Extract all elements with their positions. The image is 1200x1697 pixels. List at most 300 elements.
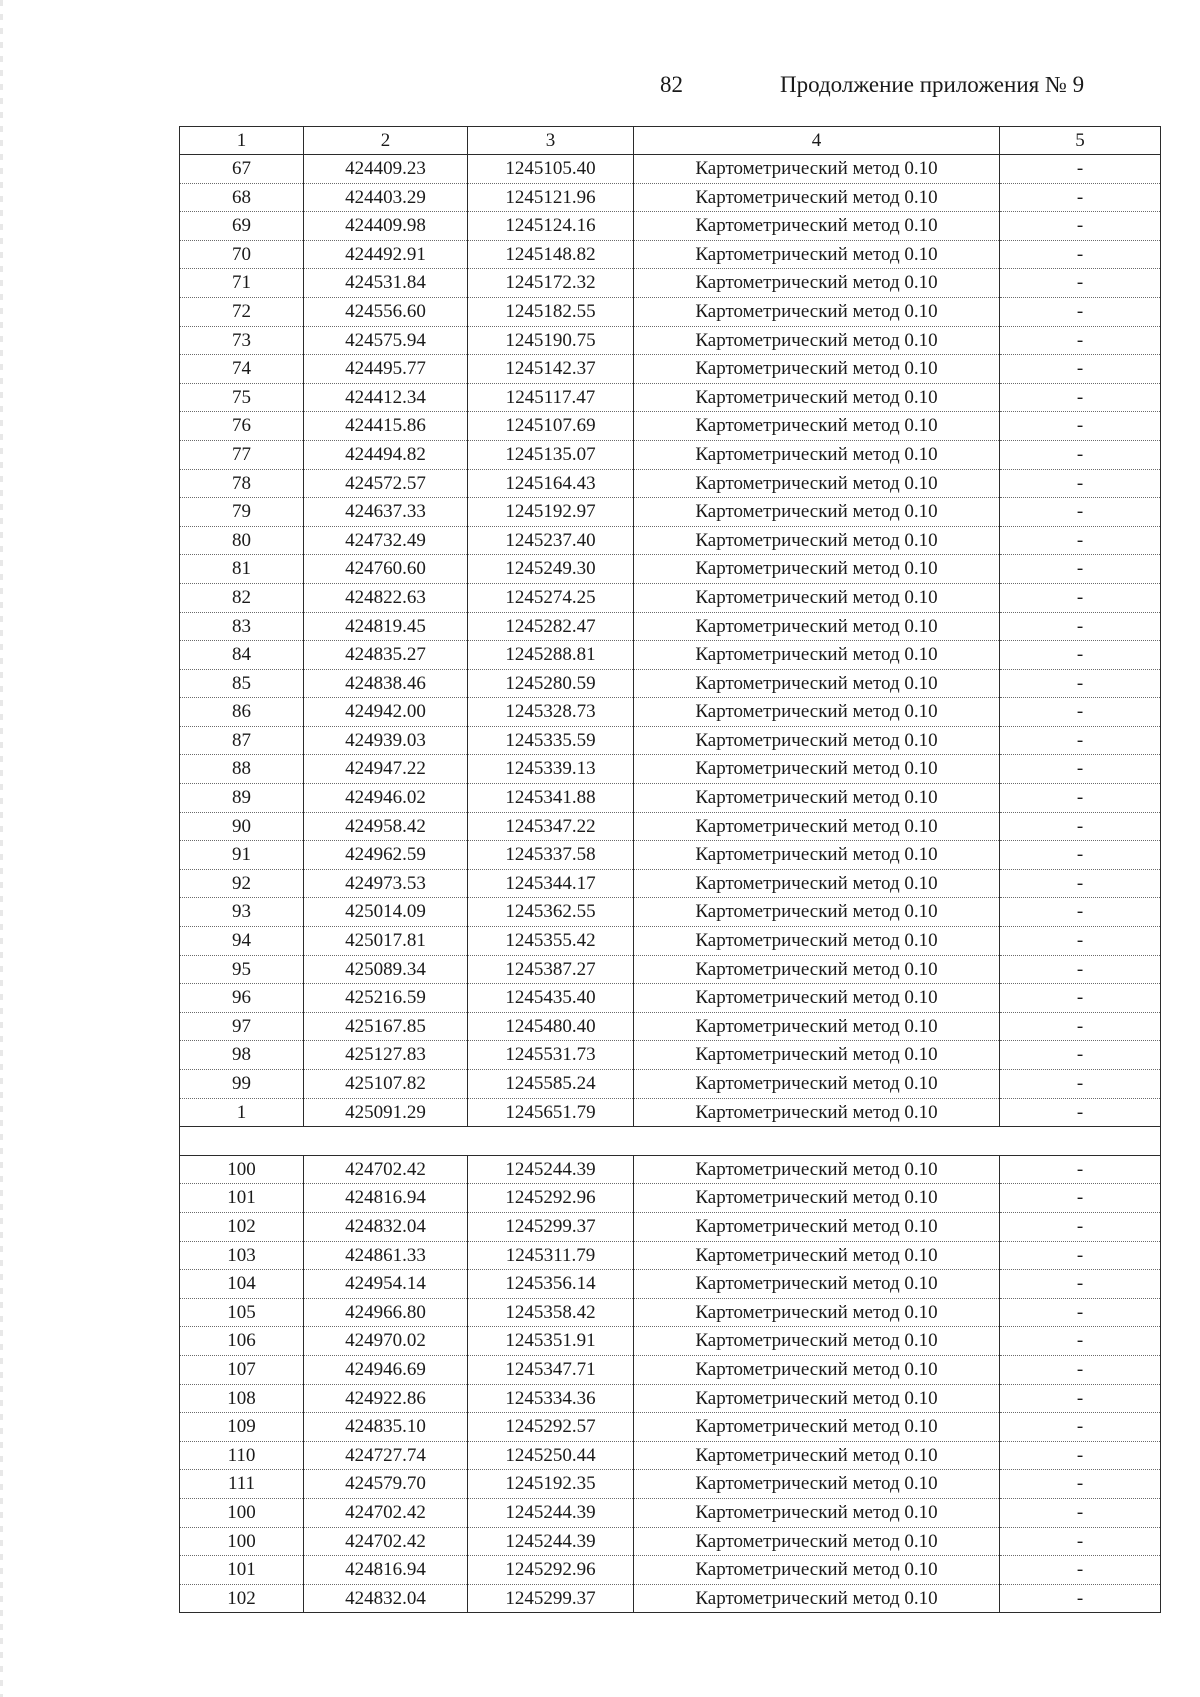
header-row xyxy=(180,127,1161,155)
x-coordinate-cell: 424962.59 xyxy=(304,841,468,870)
column-header-4: 4 xyxy=(634,127,1000,155)
y-coordinate-cell: 1245335.59 xyxy=(468,726,634,755)
note-cell: - xyxy=(1000,955,1161,984)
table-row xyxy=(180,183,1161,212)
table-row xyxy=(180,1584,1161,1613)
table-separator xyxy=(180,1127,1161,1156)
note-cell: - xyxy=(1000,1527,1161,1556)
y-coordinate-cell: 1245334.36 xyxy=(468,1384,634,1413)
point-number-cell: 96 xyxy=(180,984,304,1013)
point-number-cell: 73 xyxy=(180,326,304,355)
point-number-cell: 88 xyxy=(180,755,304,784)
method-cell: Картометрический метод 0.10 xyxy=(634,212,1000,241)
x-coordinate-cell: 424942.00 xyxy=(304,698,468,727)
x-coordinate-cell: 424922.86 xyxy=(304,1384,468,1413)
note-cell: - xyxy=(1000,1584,1161,1613)
note-cell: - xyxy=(1000,641,1161,670)
method-cell: Картометрический метод 0.10 xyxy=(634,984,1000,1013)
point-number-cell: 77 xyxy=(180,440,304,469)
method-cell: Картометрический метод 0.10 xyxy=(634,355,1000,384)
y-coordinate-cell: 1245148.82 xyxy=(468,240,634,269)
x-coordinate-cell: 425107.82 xyxy=(304,1070,468,1099)
note-cell: - xyxy=(1000,240,1161,269)
x-coordinate-cell: 424409.98 xyxy=(304,212,468,241)
table-row xyxy=(180,726,1161,755)
method-cell: Картометрический метод 0.10 xyxy=(634,927,1000,956)
method-cell: Картометрический метод 0.10 xyxy=(634,269,1000,298)
method-cell: Картометрический метод 0.10 xyxy=(634,698,1000,727)
method-cell: Картометрический метод 0.10 xyxy=(634,1355,1000,1384)
method-cell: Картометрический метод 0.10 xyxy=(634,469,1000,498)
table-row xyxy=(180,1098,1161,1127)
note-cell: - xyxy=(1000,841,1161,870)
x-coordinate-cell: 425216.59 xyxy=(304,984,468,1013)
method-cell: Картометрический метод 0.10 xyxy=(634,784,1000,813)
point-number-cell: 93 xyxy=(180,898,304,927)
column-header-1: 1 xyxy=(180,127,304,155)
x-coordinate-cell: 424556.60 xyxy=(304,297,468,326)
table-row xyxy=(180,1355,1161,1384)
method-cell: Картометрический метод 0.10 xyxy=(634,841,1000,870)
note-cell: - xyxy=(1000,812,1161,841)
separator-cell xyxy=(180,1127,1161,1156)
note-cell: - xyxy=(1000,612,1161,641)
table-body-block-2 xyxy=(180,1155,1161,1613)
note-cell: - xyxy=(1000,297,1161,326)
table-row xyxy=(180,555,1161,584)
point-number-cell: 105 xyxy=(180,1298,304,1327)
y-coordinate-cell: 1245172.32 xyxy=(468,269,634,298)
y-coordinate-cell: 1245299.37 xyxy=(468,1584,634,1613)
x-coordinate-cell: 424958.42 xyxy=(304,812,468,841)
table-row xyxy=(180,412,1161,441)
y-coordinate-cell: 1245107.69 xyxy=(468,412,634,441)
note-cell: - xyxy=(1000,1012,1161,1041)
x-coordinate-cell: 424835.10 xyxy=(304,1413,468,1442)
method-cell: Картометрический метод 0.10 xyxy=(634,1098,1000,1127)
x-coordinate-cell: 424816.94 xyxy=(304,1184,468,1213)
table-row xyxy=(180,841,1161,870)
x-coordinate-cell: 425014.09 xyxy=(304,898,468,927)
table-row xyxy=(180,869,1161,898)
y-coordinate-cell: 1245280.59 xyxy=(468,669,634,698)
point-number-cell: 100 xyxy=(180,1498,304,1527)
table-row xyxy=(180,1070,1161,1099)
method-cell: Картометрический метод 0.10 xyxy=(634,1556,1000,1585)
method-cell: Картометрический метод 0.10 xyxy=(634,240,1000,269)
page-number: 82 xyxy=(660,72,683,97)
method-cell: Картометрический метод 0.10 xyxy=(634,869,1000,898)
y-coordinate-cell: 1245480.40 xyxy=(468,1012,634,1041)
note-cell: - xyxy=(1000,698,1161,727)
y-coordinate-cell: 1245328.73 xyxy=(468,698,634,727)
method-cell: Картометрический метод 0.10 xyxy=(634,1327,1000,1356)
table-row xyxy=(180,1413,1161,1442)
table-row xyxy=(180,355,1161,384)
method-cell: Картометрический метод 0.10 xyxy=(634,440,1000,469)
method-cell: Картометрический метод 0.10 xyxy=(634,1298,1000,1327)
method-cell: Картометрический метод 0.10 xyxy=(634,1384,1000,1413)
note-cell: - xyxy=(1000,1041,1161,1070)
note-cell: - xyxy=(1000,898,1161,927)
note-cell: - xyxy=(1000,555,1161,584)
table-row xyxy=(180,1012,1161,1041)
point-number-cell: 67 xyxy=(180,155,304,184)
note-cell: - xyxy=(1000,1155,1161,1184)
point-number-cell: 87 xyxy=(180,726,304,755)
x-coordinate-cell: 424702.42 xyxy=(304,1527,468,1556)
method-cell: Картометрический метод 0.10 xyxy=(634,412,1000,441)
y-coordinate-cell: 1245192.35 xyxy=(468,1470,634,1499)
table-row xyxy=(180,984,1161,1013)
x-coordinate-cell: 424946.69 xyxy=(304,1355,468,1384)
x-coordinate-cell: 424939.03 xyxy=(304,726,468,755)
point-number-cell: 68 xyxy=(180,183,304,212)
note-cell: - xyxy=(1000,1355,1161,1384)
method-cell: Картометрический метод 0.10 xyxy=(634,555,1000,584)
note-cell: - xyxy=(1000,1384,1161,1413)
y-coordinate-cell: 1245341.88 xyxy=(468,784,634,813)
y-coordinate-cell: 1245121.96 xyxy=(468,183,634,212)
y-coordinate-cell: 1245244.39 xyxy=(468,1527,634,1556)
table-row xyxy=(180,269,1161,298)
y-coordinate-cell: 1245299.37 xyxy=(468,1212,634,1241)
x-coordinate-cell: 424492.91 xyxy=(304,240,468,269)
x-coordinate-cell: 424403.29 xyxy=(304,183,468,212)
note-cell: - xyxy=(1000,1184,1161,1213)
x-coordinate-cell: 425127.83 xyxy=(304,1041,468,1070)
point-number-cell: 104 xyxy=(180,1270,304,1299)
point-number-cell: 101 xyxy=(180,1556,304,1585)
note-cell: - xyxy=(1000,755,1161,784)
point-number-cell: 91 xyxy=(180,841,304,870)
table-row xyxy=(180,469,1161,498)
note-cell: - xyxy=(1000,469,1161,498)
note-cell: - xyxy=(1000,155,1161,184)
table-row xyxy=(180,240,1161,269)
note-cell: - xyxy=(1000,383,1161,412)
point-number-cell: 71 xyxy=(180,269,304,298)
method-cell: Картометрический метод 0.10 xyxy=(634,1212,1000,1241)
x-coordinate-cell: 424637.33 xyxy=(304,498,468,527)
x-coordinate-cell: 424572.57 xyxy=(304,469,468,498)
point-number-cell: 100 xyxy=(180,1155,304,1184)
x-coordinate-cell: 424966.80 xyxy=(304,1298,468,1327)
method-cell: Картометрический метод 0.10 xyxy=(634,1270,1000,1299)
table-row xyxy=(180,898,1161,927)
point-number-cell: 106 xyxy=(180,1327,304,1356)
x-coordinate-cell: 424494.82 xyxy=(304,440,468,469)
x-coordinate-cell: 424822.63 xyxy=(304,583,468,612)
x-coordinate-cell: 424727.74 xyxy=(304,1441,468,1470)
table-header xyxy=(180,127,1161,155)
y-coordinate-cell: 1245244.39 xyxy=(468,1498,634,1527)
y-coordinate-cell: 1245135.07 xyxy=(468,440,634,469)
table-row xyxy=(180,955,1161,984)
method-cell: Картометрический метод 0.10 xyxy=(634,1413,1000,1442)
y-coordinate-cell: 1245355.42 xyxy=(468,927,634,956)
note-cell: - xyxy=(1000,1270,1161,1299)
point-number-cell: 79 xyxy=(180,498,304,527)
note-cell: - xyxy=(1000,869,1161,898)
y-coordinate-cell: 1245105.40 xyxy=(468,155,634,184)
point-number-cell: 80 xyxy=(180,526,304,555)
y-coordinate-cell: 1245339.13 xyxy=(468,755,634,784)
y-coordinate-cell: 1245288.81 xyxy=(468,641,634,670)
method-cell: Картометрический метод 0.10 xyxy=(634,955,1000,984)
point-number-cell: 89 xyxy=(180,784,304,813)
method-cell: Картометрический метод 0.10 xyxy=(634,1155,1000,1184)
y-coordinate-cell: 1245358.42 xyxy=(468,1298,634,1327)
note-cell: - xyxy=(1000,355,1161,384)
x-coordinate-cell: 424973.53 xyxy=(304,869,468,898)
table-row xyxy=(180,1155,1161,1184)
point-number-cell: 74 xyxy=(180,355,304,384)
point-number-cell: 85 xyxy=(180,669,304,698)
y-coordinate-cell: 1245387.27 xyxy=(468,955,634,984)
point-number-cell: 70 xyxy=(180,240,304,269)
table-body-block-1 xyxy=(180,155,1161,1127)
method-cell: Картометрический метод 0.10 xyxy=(634,669,1000,698)
method-cell: Картометрический метод 0.10 xyxy=(634,526,1000,555)
column-header-2: 2 xyxy=(304,127,468,155)
table-row xyxy=(180,1470,1161,1499)
y-coordinate-cell: 1245311.79 xyxy=(468,1241,634,1270)
table-row xyxy=(180,1298,1161,1327)
note-cell: - xyxy=(1000,726,1161,755)
point-number-cell: 83 xyxy=(180,612,304,641)
method-cell: Картометрический метод 0.10 xyxy=(634,726,1000,755)
scan-margin-artifact xyxy=(0,0,3,1697)
table-row xyxy=(180,1270,1161,1299)
y-coordinate-cell: 1245292.57 xyxy=(468,1413,634,1442)
point-number-cell: 90 xyxy=(180,812,304,841)
point-number-cell: 100 xyxy=(180,1527,304,1556)
x-coordinate-cell: 424946.02 xyxy=(304,784,468,813)
y-coordinate-cell: 1245347.71 xyxy=(468,1355,634,1384)
method-cell: Картометрический метод 0.10 xyxy=(634,326,1000,355)
x-coordinate-cell: 425089.34 xyxy=(304,955,468,984)
point-number-cell: 81 xyxy=(180,555,304,584)
note-cell: - xyxy=(1000,1327,1161,1356)
y-coordinate-cell: 1245117.47 xyxy=(468,383,634,412)
table-row xyxy=(180,1498,1161,1527)
table-row xyxy=(180,1556,1161,1585)
x-coordinate-cell: 424947.22 xyxy=(304,755,468,784)
x-coordinate-cell: 424819.45 xyxy=(304,612,468,641)
y-coordinate-cell: 1245244.39 xyxy=(468,1155,634,1184)
method-cell: Картометрический метод 0.10 xyxy=(634,1041,1000,1070)
x-coordinate-cell: 424409.23 xyxy=(304,155,468,184)
point-number-cell: 69 xyxy=(180,212,304,241)
point-number-cell: 103 xyxy=(180,1241,304,1270)
page-caption: Продолжение приложения № 9 xyxy=(780,72,1085,97)
note-cell: - xyxy=(1000,583,1161,612)
point-number-cell: 98 xyxy=(180,1041,304,1070)
y-coordinate-cell: 1245182.55 xyxy=(468,297,634,326)
x-coordinate-cell: 424832.04 xyxy=(304,1584,468,1613)
x-coordinate-cell: 424495.77 xyxy=(304,355,468,384)
method-cell: Картометрический метод 0.10 xyxy=(634,583,1000,612)
note-cell: - xyxy=(1000,498,1161,527)
note-cell: - xyxy=(1000,1098,1161,1127)
point-number-cell: 108 xyxy=(180,1384,304,1413)
point-number-cell: 102 xyxy=(180,1584,304,1613)
method-cell: Картометрический метод 0.10 xyxy=(634,1241,1000,1270)
note-cell: - xyxy=(1000,440,1161,469)
point-number-cell: 92 xyxy=(180,869,304,898)
note-cell: - xyxy=(1000,1241,1161,1270)
note-cell: - xyxy=(1000,1212,1161,1241)
y-coordinate-cell: 1245435.40 xyxy=(468,984,634,1013)
x-coordinate-cell: 424415.86 xyxy=(304,412,468,441)
note-cell: - xyxy=(1000,212,1161,241)
point-number-cell: 107 xyxy=(180,1355,304,1384)
table-row xyxy=(180,641,1161,670)
table-row xyxy=(180,1241,1161,1270)
y-coordinate-cell: 1245337.58 xyxy=(468,841,634,870)
method-cell: Картометрический метод 0.10 xyxy=(634,155,1000,184)
x-coordinate-cell: 424832.04 xyxy=(304,1212,468,1241)
method-cell: Картометрический метод 0.10 xyxy=(634,1441,1000,1470)
point-number-cell: 109 xyxy=(180,1413,304,1442)
y-coordinate-cell: 1245292.96 xyxy=(468,1556,634,1585)
note-cell: - xyxy=(1000,1556,1161,1585)
method-cell: Картометрический метод 0.10 xyxy=(634,183,1000,212)
x-coordinate-cell: 424412.34 xyxy=(304,383,468,412)
table-row xyxy=(180,326,1161,355)
y-coordinate-cell: 1245282.47 xyxy=(468,612,634,641)
x-coordinate-cell: 424861.33 xyxy=(304,1241,468,1270)
column-header-3: 3 xyxy=(468,127,634,155)
table-row xyxy=(180,1041,1161,1070)
point-number-cell: 72 xyxy=(180,297,304,326)
method-cell: Картометрический метод 0.10 xyxy=(634,612,1000,641)
point-number-cell: 75 xyxy=(180,383,304,412)
note-cell: - xyxy=(1000,526,1161,555)
note-cell: - xyxy=(1000,1470,1161,1499)
table-row xyxy=(180,669,1161,698)
table-row xyxy=(180,755,1161,784)
method-cell: Картометрический метод 0.10 xyxy=(634,1584,1000,1613)
point-number-cell: 101 xyxy=(180,1184,304,1213)
note-cell: - xyxy=(1000,412,1161,441)
x-coordinate-cell: 424970.02 xyxy=(304,1327,468,1356)
y-coordinate-cell: 1245585.24 xyxy=(468,1070,634,1099)
y-coordinate-cell: 1245292.96 xyxy=(468,1184,634,1213)
method-cell: Картометрический метод 0.10 xyxy=(634,297,1000,326)
y-coordinate-cell: 1245249.30 xyxy=(468,555,634,584)
x-coordinate-cell: 424760.60 xyxy=(304,555,468,584)
method-cell: Картометрический метод 0.10 xyxy=(634,755,1000,784)
coordinates-table-container xyxy=(179,126,1160,1613)
y-coordinate-cell: 1245164.43 xyxy=(468,469,634,498)
x-coordinate-cell: 425017.81 xyxy=(304,927,468,956)
method-cell: Картометрический метод 0.10 xyxy=(634,383,1000,412)
table-row xyxy=(180,784,1161,813)
method-cell: Картометрический метод 0.10 xyxy=(634,812,1000,841)
x-coordinate-cell: 424575.94 xyxy=(304,326,468,355)
point-number-cell: 84 xyxy=(180,641,304,670)
point-number-cell: 82 xyxy=(180,583,304,612)
x-coordinate-cell: 424838.46 xyxy=(304,669,468,698)
y-coordinate-cell: 1245347.22 xyxy=(468,812,634,841)
table-row xyxy=(180,1212,1161,1241)
column-header-5: 5 xyxy=(1000,127,1161,155)
point-number-cell: 111 xyxy=(180,1470,304,1499)
table-row xyxy=(180,927,1161,956)
y-coordinate-cell: 1245531.73 xyxy=(468,1041,634,1070)
note-cell: - xyxy=(1000,326,1161,355)
table-row xyxy=(180,1184,1161,1213)
note-cell: - xyxy=(1000,1298,1161,1327)
note-cell: - xyxy=(1000,984,1161,1013)
note-cell: - xyxy=(1000,183,1161,212)
separator-row xyxy=(180,1127,1161,1156)
point-number-cell: 86 xyxy=(180,698,304,727)
point-number-cell: 94 xyxy=(180,927,304,956)
y-coordinate-cell: 1245651.79 xyxy=(468,1098,634,1127)
note-cell: - xyxy=(1000,1070,1161,1099)
y-coordinate-cell: 1245344.17 xyxy=(468,869,634,898)
table-row xyxy=(180,612,1161,641)
method-cell: Картометрический метод 0.10 xyxy=(634,1498,1000,1527)
table-row xyxy=(180,526,1161,555)
point-number-cell: 99 xyxy=(180,1070,304,1099)
table-row xyxy=(180,297,1161,326)
x-coordinate-cell: 424835.27 xyxy=(304,641,468,670)
point-number-cell: 78 xyxy=(180,469,304,498)
y-coordinate-cell: 1245237.40 xyxy=(468,526,634,555)
note-cell: - xyxy=(1000,1498,1161,1527)
method-cell: Картометрический метод 0.10 xyxy=(634,898,1000,927)
y-coordinate-cell: 1245190.75 xyxy=(468,326,634,355)
x-coordinate-cell: 424531.84 xyxy=(304,269,468,298)
table-row xyxy=(180,698,1161,727)
point-number-cell: 97 xyxy=(180,1012,304,1041)
point-number-cell: 110 xyxy=(180,1441,304,1470)
point-number-cell: 1 xyxy=(180,1098,304,1127)
note-cell: - xyxy=(1000,1413,1161,1442)
table-row xyxy=(180,583,1161,612)
method-cell: Картометрический метод 0.10 xyxy=(634,498,1000,527)
x-coordinate-cell: 425167.85 xyxy=(304,1012,468,1041)
method-cell: Картометрический метод 0.10 xyxy=(634,1527,1000,1556)
x-coordinate-cell: 424702.42 xyxy=(304,1498,468,1527)
x-coordinate-cell: 424954.14 xyxy=(304,1270,468,1299)
point-number-cell: 76 xyxy=(180,412,304,441)
note-cell: - xyxy=(1000,669,1161,698)
table-row xyxy=(180,383,1161,412)
table-row xyxy=(180,1384,1161,1413)
note-cell: - xyxy=(1000,927,1161,956)
x-coordinate-cell: 424702.42 xyxy=(304,1155,468,1184)
table-row xyxy=(180,212,1161,241)
table-row xyxy=(180,440,1161,469)
table-row xyxy=(180,155,1161,184)
table-row xyxy=(180,1441,1161,1470)
y-coordinate-cell: 1245274.25 xyxy=(468,583,634,612)
y-coordinate-cell: 1245250.44 xyxy=(468,1441,634,1470)
table-row xyxy=(180,1327,1161,1356)
method-cell: Картометрический метод 0.10 xyxy=(634,641,1000,670)
x-coordinate-cell: 425091.29 xyxy=(304,1098,468,1127)
y-coordinate-cell: 1245351.91 xyxy=(468,1327,634,1356)
point-number-cell: 95 xyxy=(180,955,304,984)
y-coordinate-cell: 1245124.16 xyxy=(468,212,634,241)
x-coordinate-cell: 424816.94 xyxy=(304,1556,468,1585)
note-cell: - xyxy=(1000,1441,1161,1470)
